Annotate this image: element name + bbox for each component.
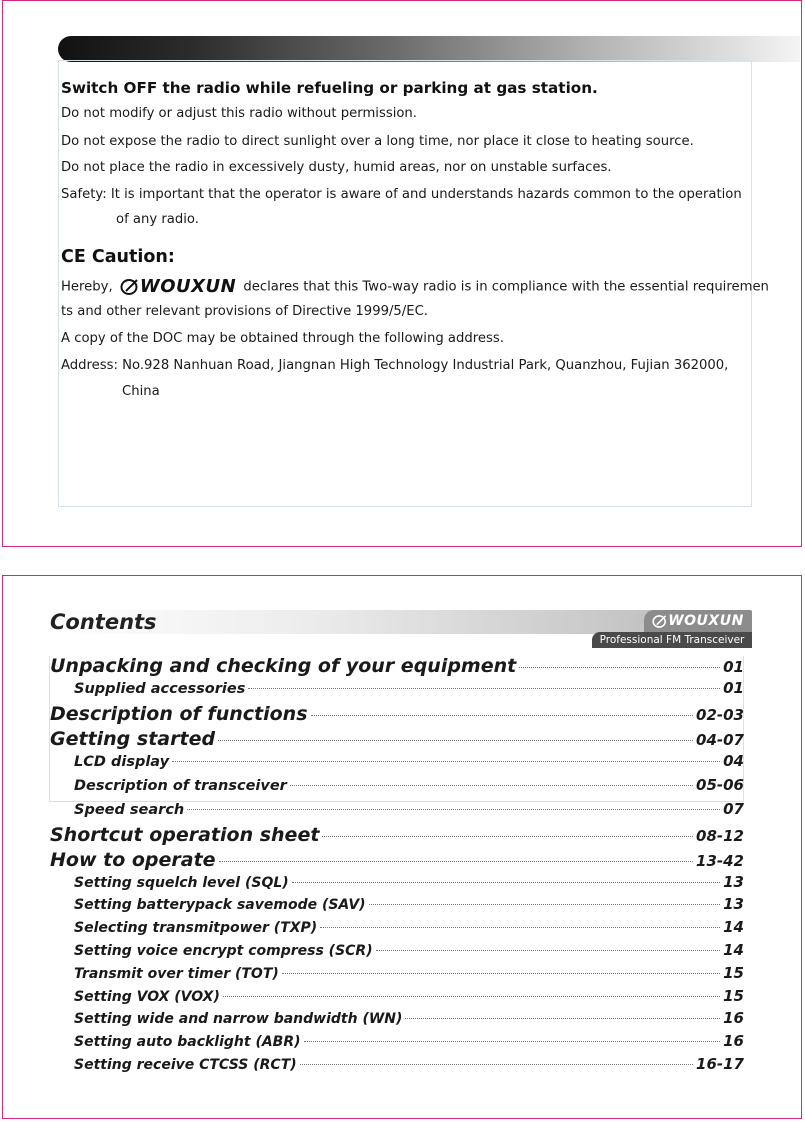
toc-leader-dots [322,836,693,837]
toc-entry-label: Setting squelch level (SQL) [74,874,289,891]
toc-entry-label: Transmit over timer (TOT) [74,965,279,982]
toc-leader-dots [292,882,720,883]
toc-entry[interactable] [50,679,744,703]
toc-entry-page: 01 [723,679,744,698]
toc-leader-dots [248,688,720,689]
toc-entry-label: Shortcut operation sheet [50,824,320,847]
toc-entry-label: Speed search [74,802,185,819]
toc-entry[interactable] [50,941,744,964]
toc-entry[interactable] [50,1055,744,1078]
refuel-warning: Switch OFF the radio while refueling or parking at gas station. [61,79,598,97]
toc-entry[interactable] [50,824,744,848]
toc-entry-label: Setting receive CTCSS (RCT) [74,1057,297,1074]
toc-entry[interactable] [50,703,744,727]
toc-entry-label: Setting voice encrypt compress (SCR) [74,943,373,960]
safety-line-1: Safety: It is important that the operator is aware of and understands hazards common to the operation [61,187,742,202]
ce-caution-heading: CE Caution: [61,247,175,267]
toc-entry-page: 04 [723,751,744,770]
wouxun-swirl-icon [120,278,140,296]
toc-leader-dots [369,904,721,905]
brand-badge-logo [644,610,752,632]
toc-leader-dots [223,996,720,997]
toc-entry-label: Supplied accessories [74,681,246,698]
toc-entry-page: 16 [723,1009,744,1028]
toc-entry[interactable] [50,800,744,824]
toc-entry-page: 08-12 [696,827,744,846]
address-line-2: China [122,384,160,399]
toc-entry-label: Selecting transmitpower (TXP) [74,920,318,937]
toc-entry-page: 14 [723,918,744,937]
toc-entry[interactable] [50,728,744,752]
toc-entry-page: 04-07 [696,730,744,749]
toc-entry-page: 16 [723,1032,744,1051]
toc-entry[interactable] [50,655,744,679]
table-of-contents [50,655,744,1078]
toc-entry-label: Setting auto backlight (ABR) [74,1034,301,1051]
toc-leader-dots [304,1041,721,1042]
toc-entry-page: 02-03 [696,706,744,725]
toc-entry-label: How to operate [50,848,216,871]
toc-entry[interactable] [50,1009,744,1032]
toc-entry-page: 15 [723,986,744,1005]
toc-entry[interactable] [50,776,744,800]
toc-entry[interactable] [50,964,744,987]
wouxun-logo [120,276,236,297]
ce-line-2: ts and other relevant provisions of Directive 1999/5/EC. [61,304,428,319]
toc-entry-label: LCD display [74,753,170,770]
toc-entry-page: 05-06 [696,775,744,794]
toc-entry[interactable] [50,987,744,1010]
toc-entry[interactable] [50,895,744,918]
address-line-1: Address: No.928 Nanhuan Road, Jiangnan High Technology Industrial Park, Quanzhou, Fujian 362000, [61,358,729,373]
toc-entry[interactable] [50,918,744,941]
toc-leader-dots [311,715,694,716]
contents-title: Contents [50,610,157,634]
toc-leader-dots [187,809,720,810]
warning-dusty: Do not place the radio in excessively dusty, humid areas, nor on unstable surfaces. [61,160,612,175]
safety-line-2: of any radio. [116,212,199,227]
toc-entry-page: 01 [723,658,744,676]
brand-badge-text: WOUXUN [668,613,744,629]
ce-hereby: Hereby, [61,279,113,295]
toc-leader-dots [519,667,720,668]
toc-entry[interactable] [50,849,744,873]
toc-entry-page: 15 [723,963,744,982]
toc-entry-label: Unpacking and checking of your equipment [50,655,517,677]
toc-entry-page: 13-42 [696,851,744,870]
toc-entry-label: Setting VOX (VOX) [74,988,220,1005]
toc-entry[interactable] [50,752,744,776]
toc-entry-label: Setting batterypack savemode (SAV) [74,897,366,914]
toc-entry[interactable] [50,873,744,896]
wouxun-logo-text: WOUXUN [139,276,237,297]
toc-entry-label: Description of functions [50,703,308,726]
toc-entry[interactable] [50,1032,744,1055]
ce-line-3: A copy of the DOC may be obtained through the following address. [61,331,504,346]
wouxun-swirl-icon [652,614,668,629]
toc-entry-label: Description of transceiver [74,777,287,794]
toc-entry-page: 14 [723,941,744,960]
toc-entry-page: 07 [723,800,744,819]
toc-leader-dots [376,950,721,951]
toc-entry-page: 13 [723,872,744,891]
warning-sunlight: Do not expose the radio to direct sunlight over a long time, nor place it close to heating source. [61,134,694,149]
toc-leader-dots [219,861,693,862]
brand-badge [592,610,752,648]
toc-entry-page: 13 [723,895,744,914]
header-gradient-bar [58,36,800,62]
toc-leader-dots [405,1018,720,1019]
toc-leader-dots [282,973,720,974]
toc-leader-dots [300,1064,693,1065]
toc-entry-label: Getting started [50,727,216,750]
warning-no-modify: Do not modify or adjust this radio without permission. [61,106,417,121]
toc-entry-page: 16-17 [696,1055,744,1074]
ce-line-1 [61,276,769,297]
toc-entry-label: Setting wide and narrow bandwidth (WN) [74,1011,403,1028]
toc-leader-dots [218,740,693,741]
toc-leader-dots [320,927,720,928]
ce-line-1-rest: declares that this Two-way radio is in compliance with the essential requiremen [243,279,769,295]
toc-leader-dots [172,761,720,762]
toc-leader-dots [290,785,693,786]
brand-tagline: Professional FM Transceiver [592,632,752,648]
